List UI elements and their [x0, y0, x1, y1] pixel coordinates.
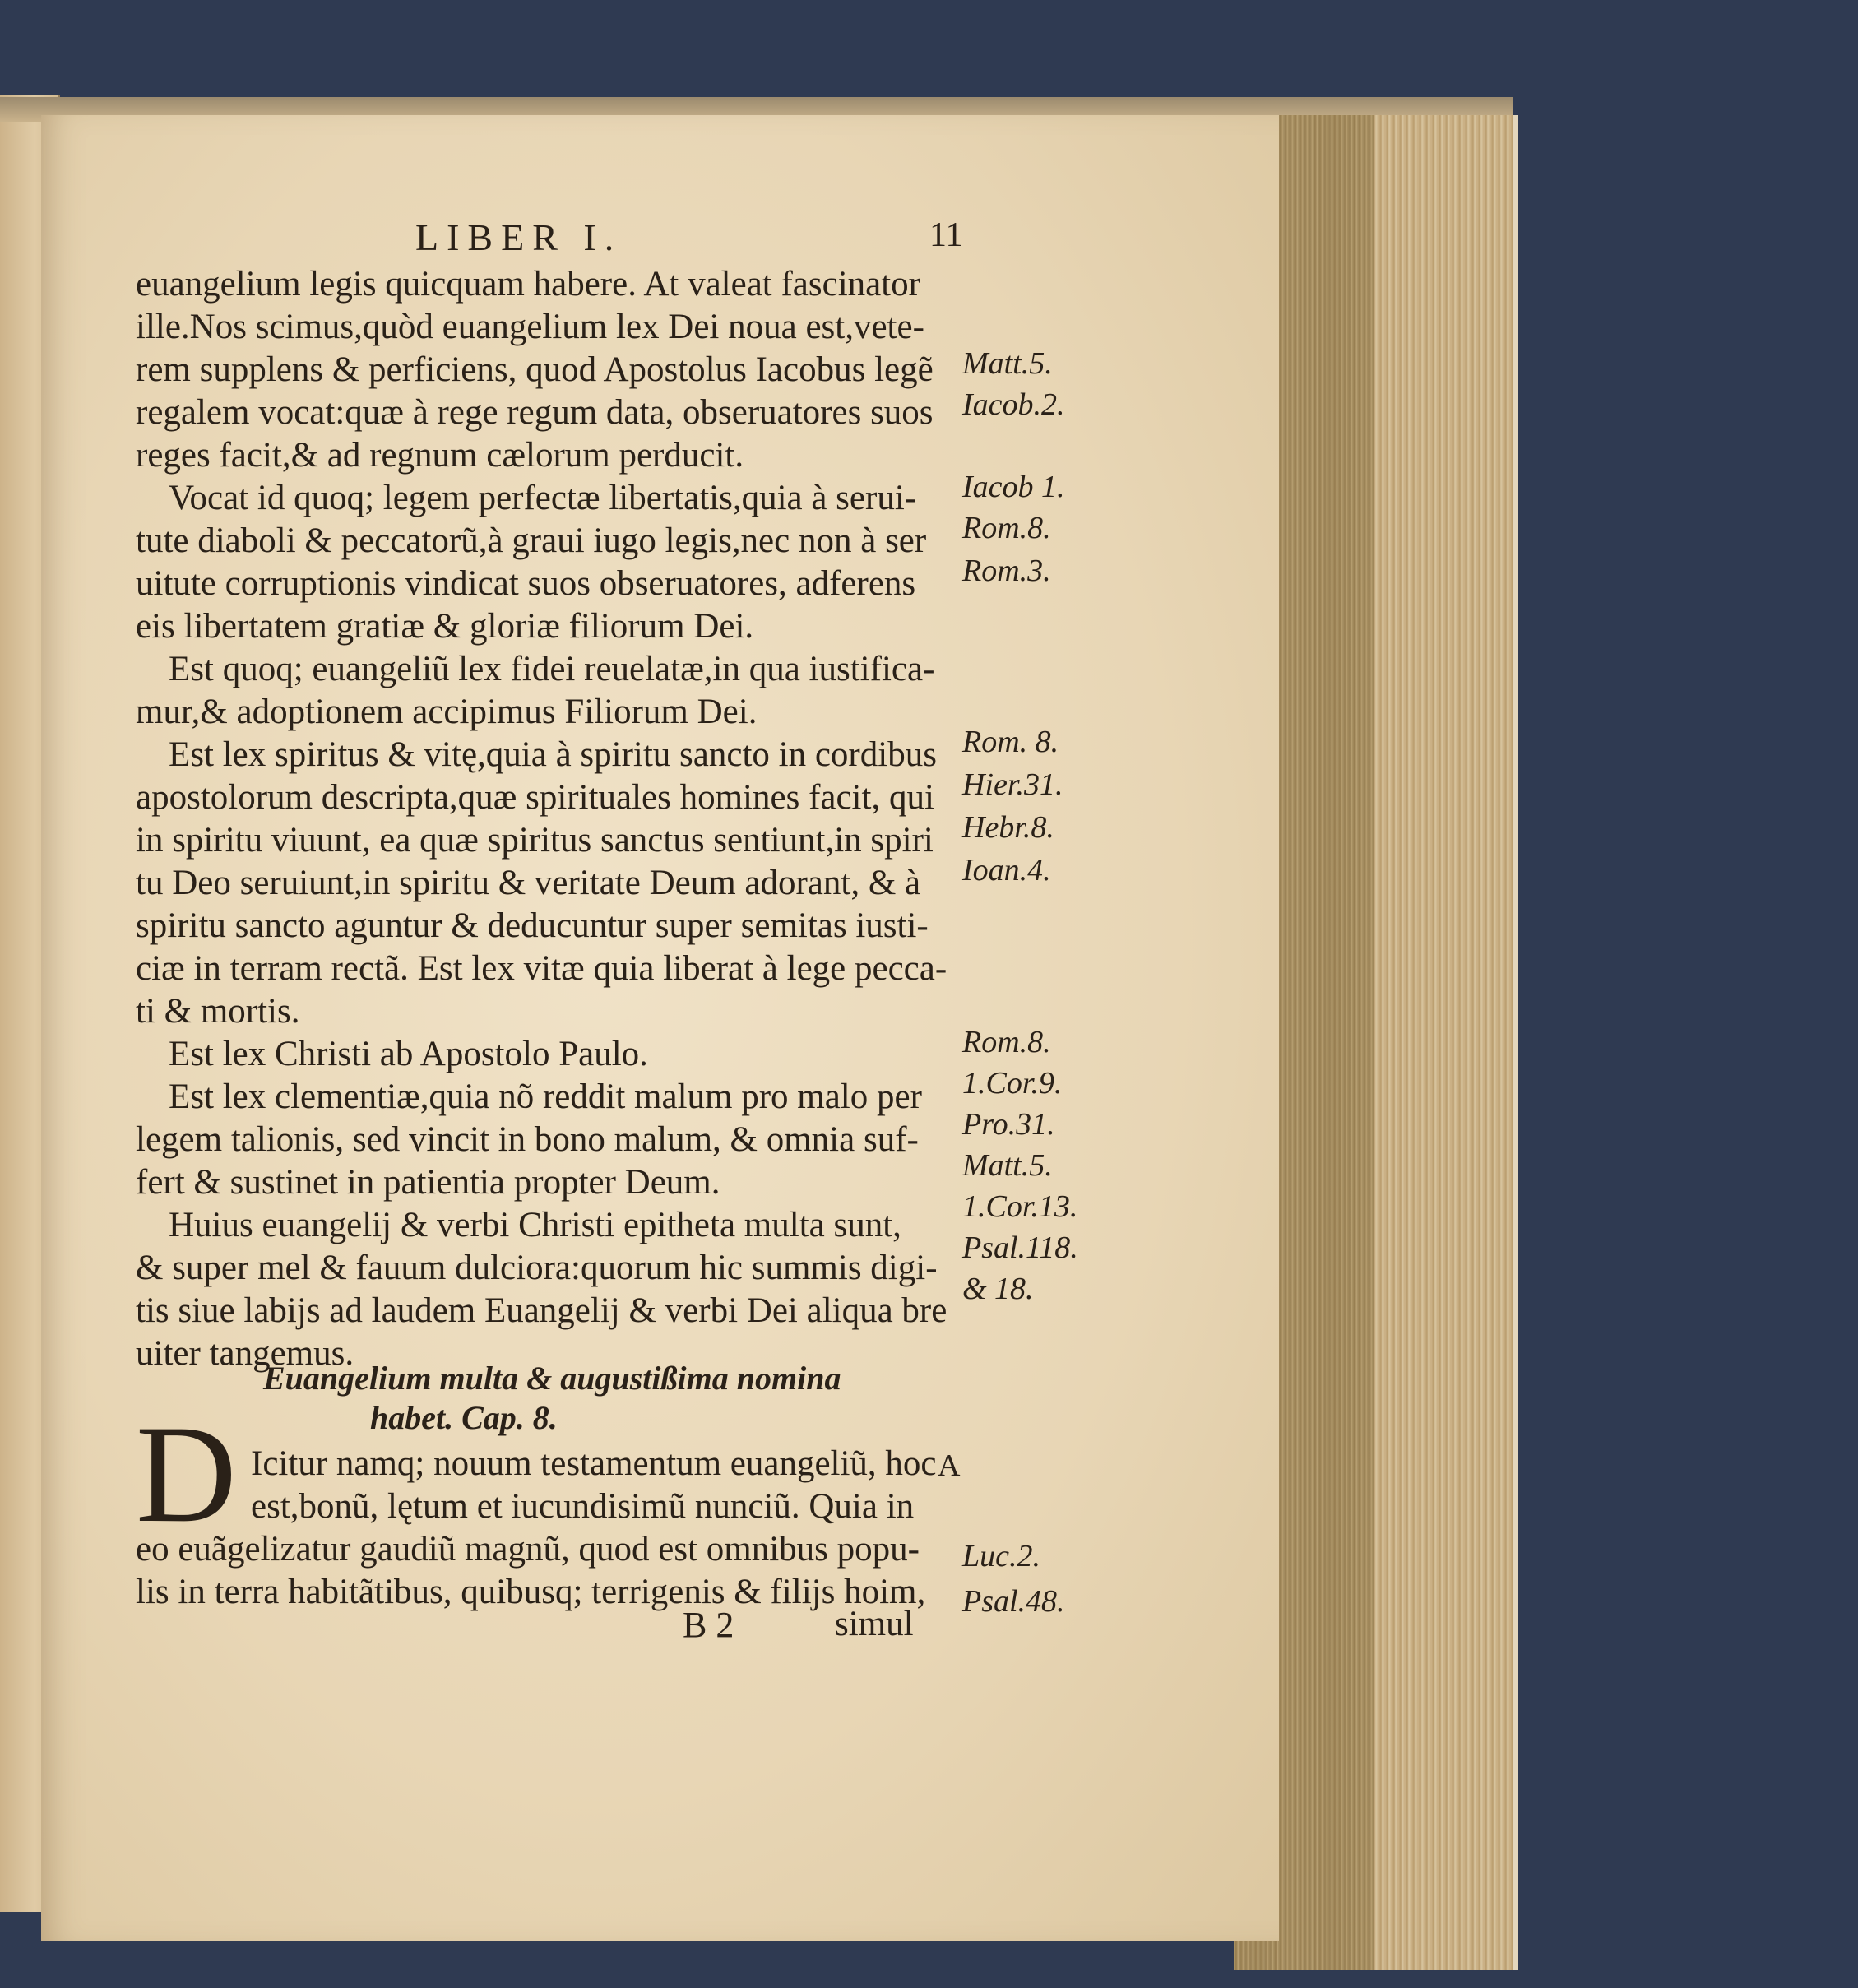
- body-text: [136, 263, 991, 1375]
- text-line: Huius euangelij & verbi Christi epitheta multa sunt,: [169, 1206, 901, 1244]
- text-line: Est quoq; euangeliũ lex fidei reuelatæ,in qua iustifica-: [169, 650, 935, 688]
- signature-mark: B 2: [683, 1605, 734, 1645]
- margin-note: Psal.48.: [962, 1584, 1065, 1619]
- margin-note: Hier.31.: [962, 767, 1063, 802]
- margin-note: 1.Cor.13.: [962, 1189, 1078, 1224]
- folio-number: 11: [929, 216, 963, 254]
- margin-note: Pro.31.: [962, 1107, 1055, 1142]
- text-line: & super mel & fauum dulciora:quorum hic summis digi-: [136, 1249, 938, 1287]
- text-line: eis libertatem gratiæ & gloriæ filiorum Dei.: [136, 607, 754, 646]
- text-line: mur,& adoptionem accipimus Filiorum Dei.: [136, 693, 758, 731]
- margin-note: Iacob 1.: [962, 470, 1065, 504]
- margin-letter: A: [938, 1448, 961, 1483]
- margin-note: Rom.3.: [962, 554, 1051, 588]
- text-line: fert & sustinet in patientia propter Deum.: [136, 1163, 720, 1202]
- text-line: ciæ in terram rectã. Est lex vitæ quia liberat à lege pecca-: [136, 949, 948, 988]
- chapter-title-line2: habet. Cap. 8.: [370, 1399, 558, 1436]
- text-line: Est lex clementiæ,quia nõ reddit malum pro malo per: [169, 1077, 922, 1116]
- margin-note: 1.Cor.9.: [962, 1066, 1063, 1101]
- text-line: apostolorum descripta,quæ spirituales homines facit, qui: [136, 778, 934, 817]
- text-line: spiritu sancto aguntur & deducuntur super semitas iusti-: [136, 906, 929, 945]
- margin-note: Hebr.8.: [962, 810, 1054, 845]
- running-title: LIBER I.: [415, 216, 623, 258]
- margin-note: Rom. 8.: [962, 725, 1059, 759]
- margin-note: Rom.8.: [962, 1025, 1051, 1059]
- text-line: reges facit,& ad regnum cælorum perducit.: [136, 436, 744, 475]
- text-line: est,bonũ, lętum et iucundisimũ nunciũ. Quia in: [251, 1487, 915, 1526]
- text-line: uiter tangemus.: [136, 1334, 354, 1373]
- text-line: legem talionis, sed vincit in bono malum, & omnia suf-: [136, 1120, 919, 1159]
- text-line: tute diaboli & peccatorũ,à graui iugo legis,nec non à ser: [136, 521, 927, 560]
- text-line: ille.Nos scimus,quòd euangelium lex Dei noua est,vete-: [136, 308, 924, 346]
- text-line: Est lex spiritus & vitę,quia à spiritu sancto in cordibus: [169, 735, 937, 774]
- text-line: lis in terra habitãtibus, quibusq; terrigenis & filijs hoim,: [136, 1573, 926, 1611]
- text-line: ti & mortis.: [136, 992, 300, 1031]
- text-line: eo euãgelizatur gaudiũ magnũ, quod est omnibus popu-: [136, 1530, 920, 1569]
- margin-note: Ioan.4.: [962, 853, 1051, 887]
- drop-capital: D: [136, 1397, 237, 1551]
- margin-note: Matt.5.: [962, 346, 1053, 381]
- text-line: tis siue labijs ad laudem Euangelij & verbi Dei aliqua bre: [136, 1291, 948, 1330]
- margin-note: Luc.2.: [962, 1539, 1040, 1573]
- text-line: Vocat id quoq; legem perfectæ libertatis,quia à serui-: [169, 479, 917, 517]
- margin-note: Iacob.2.: [962, 387, 1065, 422]
- text-line: Icitur namq; nouum testamentum euangeliũ, hoc: [251, 1444, 937, 1483]
- margin-note: Matt.5.: [962, 1148, 1053, 1183]
- text-line: in spiritu viuunt, ea quæ spiritus sanctus sentiunt,in spiri: [136, 821, 934, 860]
- text-line: rem supplens & perficiens, quod Apostolus Iacobus legẽ: [136, 350, 934, 389]
- margin-note: Rom.8.: [962, 511, 1051, 545]
- text-line: regalem vocat:quæ à rege regum data, obseruatores suos: [136, 393, 934, 432]
- margin-note: & 18.: [962, 1272, 1034, 1306]
- text-line: tu Deo seruiunt,in spiritu & veritate Deum adorant, & à: [136, 864, 921, 902]
- chapter-title: Euangelium multa & augustißima nomina: [263, 1360, 841, 1397]
- text-line: uitute corruptionis vindicat suos obseruatores, adferens: [136, 564, 916, 603]
- margin-note: Psal.118.: [962, 1230, 1078, 1265]
- text-line: Est lex Christi ab Apostolo Paulo.: [169, 1035, 648, 1073]
- text-line: euangelium legis quicquam habere. At valeat fascinator: [136, 265, 920, 304]
- catchword: simul: [835, 1605, 914, 1643]
